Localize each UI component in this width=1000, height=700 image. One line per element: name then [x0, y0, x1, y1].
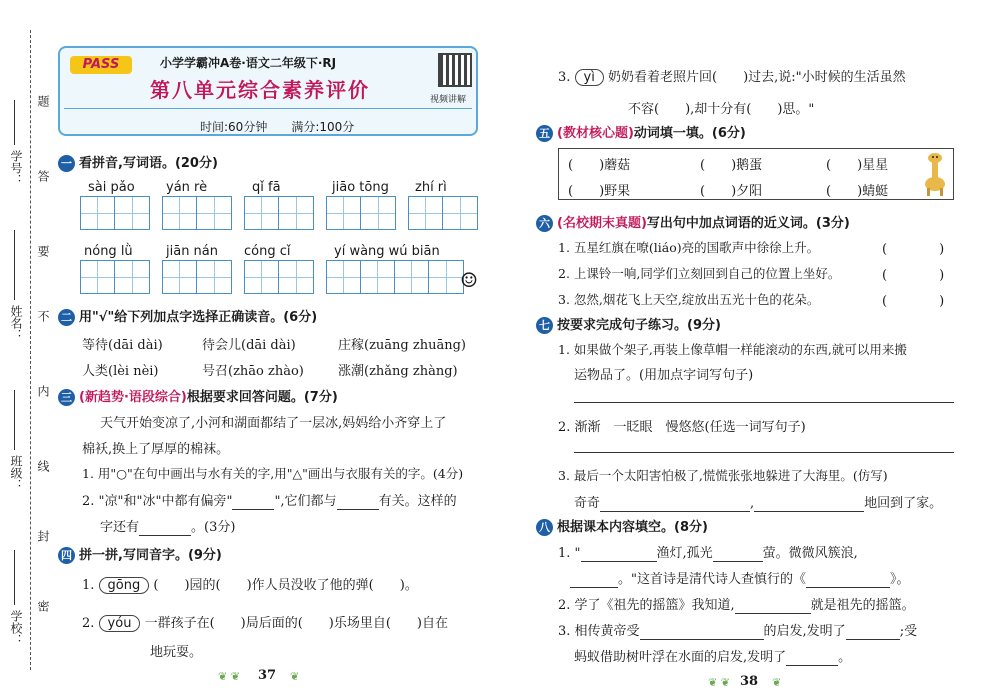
question-text: 渔灯,孤光: [656, 546, 713, 561]
question-s4-2: [82, 612, 448, 632]
seal-char: 不: [36, 310, 50, 324]
sprout-icon: ❦: [290, 670, 300, 683]
question-s8-3-cont: [574, 646, 851, 666]
passage-line: 天气开始变凉了,小河和湖面都结了一层冰,妈妈给小齐穿上了: [100, 416, 447, 431]
question-text: 2. 学了《祖先的摇篮》我知道,: [558, 598, 735, 613]
section-3-heading: [58, 386, 338, 406]
series-title: 小学学霸冲A卷·语文二年级下·RJ: [160, 56, 337, 70]
answer-blank[interactable]: [581, 546, 657, 562]
writing-grid[interactable]: [408, 196, 478, 230]
pinyin: sài pǎo: [88, 180, 135, 195]
verb-item[interactable]: ( )星星: [826, 158, 889, 173]
writing-grid[interactable]: [80, 260, 150, 294]
writing-grid[interactable]: [326, 260, 464, 294]
passage-line: 棉袄,换上了厚厚的棉袜。: [82, 442, 230, 457]
answer-paren[interactable]: ( ): [882, 242, 945, 257]
section-number-badge: 八: [536, 519, 553, 536]
question-s7-3: 3. 最后一个太阳害怕极了,慌慌张张地躲进了大海里。(仿写): [558, 468, 888, 483]
seal-char: 密: [36, 600, 50, 614]
synonym-question: 2. 上课铃一响,同学们立刻回到自己的位置上坐好。: [558, 266, 841, 281]
writing-grid[interactable]: [162, 260, 232, 294]
question-text: 有关。这样的: [378, 494, 457, 509]
writing-grid[interactable]: [244, 260, 314, 294]
question-text: 萤。微微风簇浪,: [762, 546, 858, 561]
section-number-badge: 四: [58, 547, 75, 564]
section-1-heading: [58, 152, 218, 172]
qr-caption: 视频讲解: [430, 95, 467, 105]
pinyin: yán rè: [166, 180, 208, 195]
student-no-label: 学号：: [9, 150, 23, 186]
seal-line: [30, 30, 31, 670]
question-text: 地回到了家。: [864, 496, 943, 511]
question-s3-2-cont: [100, 516, 235, 536]
synonym-question: 3. 忽然,烟花飞上天空,绽放出五光十色的花朵。: [558, 292, 820, 307]
verb-item[interactable]: ( )野果: [568, 184, 631, 199]
seal-char: 封: [36, 530, 50, 544]
seal-char: 答: [36, 170, 50, 184]
question-s7-2: 2. 渐渐 一眨眼 慢悠悠(任选一词写句子): [558, 420, 806, 435]
writing-grid[interactable]: [162, 196, 232, 230]
page-number-right: 38: [740, 674, 759, 689]
sprout-icon: ❦ ❦: [218, 670, 240, 683]
section-number-badge: 五: [536, 125, 553, 142]
question-s4-2-cont: 地玩耍。: [150, 645, 203, 660]
question-s4-1: [82, 574, 418, 594]
section-title: 拼一拼,写同音字。(9分): [79, 548, 222, 563]
seal-char: 题: [36, 95, 50, 109]
section-5-heading: [536, 122, 746, 142]
giraffe-icon: [922, 152, 948, 196]
pinyin: nóng lǜ: [84, 244, 133, 259]
school-label: 学校：: [9, 610, 23, 646]
section-tag: (教材核心题): [557, 126, 634, 141]
name-label: 姓名：: [9, 305, 23, 341]
reading-choice[interactable]: 涨潮(zhǎng zhàng): [338, 364, 458, 379]
sprout-icon: ❦: [772, 676, 782, 689]
class-label: 班级：: [9, 455, 23, 491]
section-title: 根据要求回答问题。(7分): [186, 390, 338, 405]
section-tag: (新趋势·语段综合): [79, 390, 187, 405]
question-text: ( )园的( )作人员没收了他的弹( )。: [153, 578, 418, 593]
question-s3-2: [82, 490, 457, 510]
section-title: 根据课本内容填空。(8分): [557, 520, 708, 535]
sprout-icon: ❦ ❦: [708, 676, 730, 689]
pinyin-pill: yì: [575, 69, 604, 86]
section-number-badge: 二: [58, 309, 75, 326]
verb-item[interactable]: ( )蘑菇: [568, 158, 631, 173]
question-text: 一群孩子在( )局后面的( )乐场里自( )自在: [144, 616, 449, 631]
section-6-heading: [536, 212, 850, 232]
writing-grid[interactable]: [326, 196, 396, 230]
question-text: ;受: [899, 624, 918, 639]
writing-grid[interactable]: [80, 196, 150, 230]
question-text: 蚂蚁借助树叶浮在水面的启发,发明了: [574, 650, 787, 665]
reading-choice[interactable]: 庄稼(zuāng zhuāng): [338, 338, 466, 353]
reading-choice[interactable]: 号召(zhāo zhào): [202, 364, 304, 379]
qr-code-icon[interactable]: [438, 53, 472, 87]
answer-line[interactable]: [574, 452, 954, 453]
question-s4-3: [558, 66, 906, 86]
reading-choice[interactable]: 待会儿(dāi dài): [202, 338, 296, 353]
pinyin-pill: yóu: [99, 615, 141, 632]
answer-blank[interactable]: [806, 572, 890, 588]
pinyin: zhí rì: [415, 180, 447, 195]
answer-blank[interactable]: [139, 520, 191, 536]
section-number-badge: 三: [58, 389, 75, 406]
section-title: 按要求完成句子练习。(9分): [557, 318, 721, 333]
question-text: 2. "凉"和"冰"中都有偏旁": [82, 494, 233, 509]
mascot-icon: ☺: [460, 268, 478, 292]
question-number: 1.: [82, 578, 95, 593]
section-title: 动词填一填。(6分): [633, 126, 746, 141]
question-s8-2: [558, 594, 915, 614]
section-title: 看拼音,写词语。(20分): [79, 156, 218, 171]
seal-char: 内: [36, 385, 50, 399]
seal-char: 线: [36, 460, 50, 474]
section-title: 写出句中加点词语的近义词。(3分): [646, 216, 850, 231]
binding-margin: [0, 0, 50, 700]
section-title: 用"√"给下列加点字选择正确读音。(6分): [79, 310, 318, 325]
pinyin: jiān nán: [166, 244, 219, 259]
question-s8-1: [558, 542, 858, 562]
answer-blank[interactable]: [232, 494, 274, 510]
answer-blank[interactable]: [754, 496, 864, 512]
synonym-question: 1. 五星红旗在嘹(liáo)亮的国歌声中徐徐上升。: [558, 240, 820, 255]
question-text: ",它们都与: [274, 494, 337, 509]
section-number-badge: 一: [58, 155, 75, 172]
page-title: 第八单元综合素养评价: [150, 78, 370, 102]
seal-char: 要: [36, 245, 50, 259]
question-text: 奇奇: [574, 496, 601, 511]
question-number: 3.: [558, 70, 571, 85]
question-s7-3-answer: 奇奇 , 地回到了家。: [574, 496, 943, 511]
exam-meta: 时间:60分钟 满分:100分: [200, 120, 355, 134]
pinyin: qǐ fā: [252, 180, 281, 195]
question-text: 。(3分): [191, 520, 236, 535]
answer-blank[interactable]: [846, 624, 900, 640]
question-number: 2.: [82, 616, 95, 631]
answer-blank[interactable]: [600, 496, 750, 512]
answer-paren[interactable]: ( ): [882, 268, 945, 283]
pinyin: jiāo tōng: [332, 180, 389, 195]
question-s7-1-cont: 运物品了。(用加点字词写句子): [574, 368, 754, 383]
reading-choice[interactable]: 等待(dāi dài): [82, 338, 163, 353]
question-text: 1. ": [558, 546, 581, 561]
section-number-badge: 七: [536, 317, 553, 334]
question-text: 就是祖先的摇篮。: [810, 598, 915, 613]
answer-blank[interactable]: [570, 572, 618, 588]
question-text: 。: [838, 650, 852, 665]
section-4-heading: [58, 544, 222, 564]
answer-blank[interactable]: [786, 650, 838, 666]
question-text: 3. 相传黄帝受: [558, 624, 640, 639]
question-text: 。"这首诗是清代诗人查慎行的《: [618, 572, 806, 587]
answer-paren[interactable]: ( ): [882, 294, 945, 309]
question-s8-3: [558, 620, 917, 640]
pinyin-pill: gōng: [99, 577, 150, 594]
pinyin: yí wàng wú biān: [334, 244, 440, 259]
reading-choice[interactable]: 人类(lèi nèi): [82, 364, 159, 379]
section-number-badge: 六: [536, 215, 553, 232]
verb-item[interactable]: ( )夕阳: [700, 184, 763, 199]
answer-blank[interactable]: [640, 624, 764, 640]
pass-logo: PASS: [70, 56, 132, 74]
question-s8-1-cont: [570, 568, 910, 588]
answer-line[interactable]: [574, 402, 954, 403]
verb-item[interactable]: ( )蜻蜓: [826, 184, 889, 199]
question-s7-1: 1. 如果做个架子,再装上像草帽一样能滚动的东西,就可以用来搬: [558, 342, 907, 357]
section-tag: (名校期末真题): [557, 216, 647, 231]
question-s4-3-cont: 不容( ),却十分有( )思。": [628, 102, 815, 117]
answer-blank[interactable]: [735, 598, 811, 614]
question-s3-1: 1. 用"○"在句中画出与水有关的字,用"△"画出与衣服有关的字。(4分): [82, 466, 464, 481]
exam-header: [58, 46, 478, 136]
section-7-heading: [536, 314, 721, 334]
pinyin: cóng cǐ: [244, 244, 291, 259]
answer-blank[interactable]: [337, 494, 379, 510]
section-8-heading: [536, 516, 708, 536]
page-number-left: 37: [258, 668, 277, 683]
verb-item[interactable]: ( )鹅蛋: [700, 158, 763, 173]
question-text: 的启发,发明了: [763, 624, 846, 639]
question-text: 字还有: [100, 520, 140, 535]
answer-blank[interactable]: [713, 546, 763, 562]
question-text: 》。: [889, 572, 910, 587]
question-text: 奶奶看着老照片回( )过去,说:"小时候的生活虽然: [608, 70, 906, 85]
header-divider: [64, 108, 472, 109]
section-2-heading: [58, 306, 317, 326]
writing-grid[interactable]: [244, 196, 314, 230]
